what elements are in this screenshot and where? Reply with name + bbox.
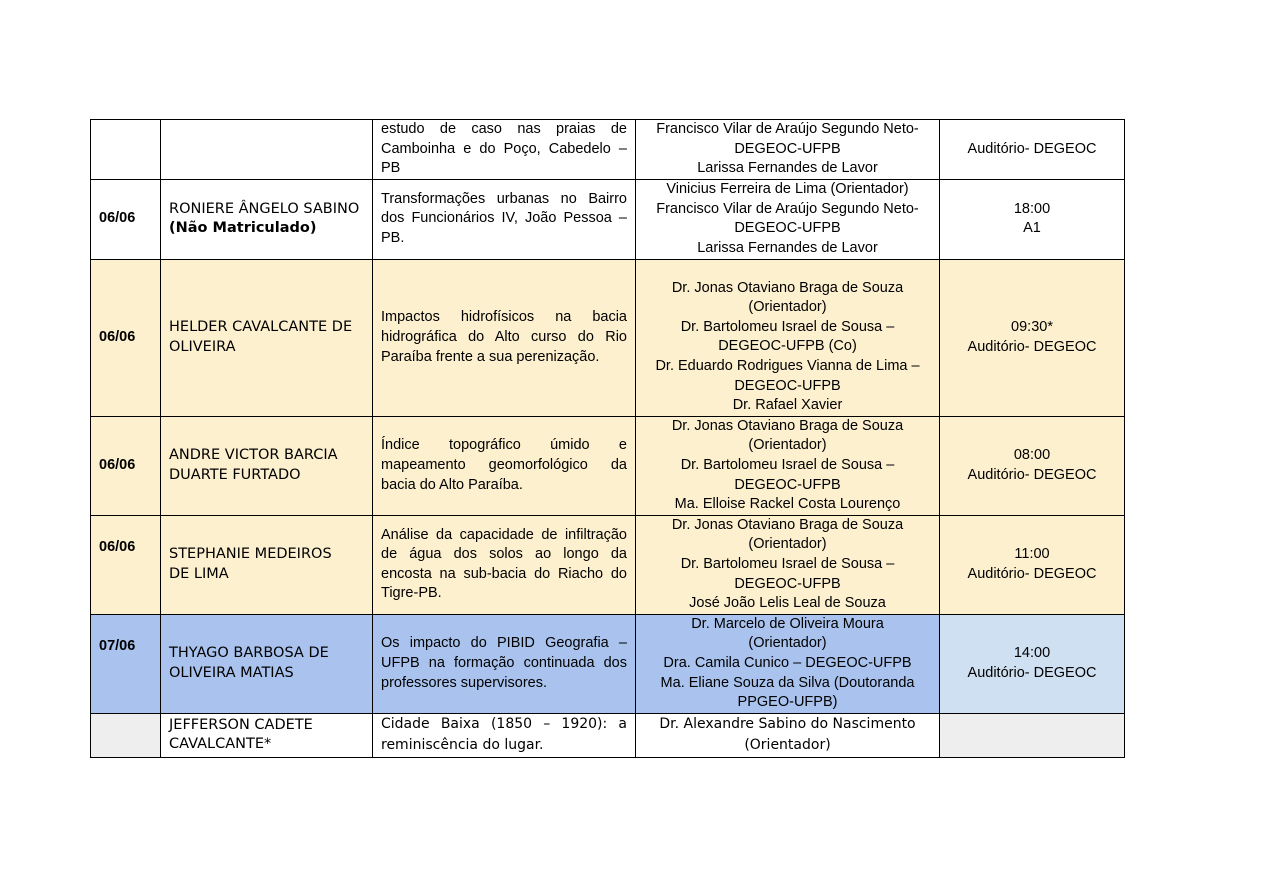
- committee-cell: Dr. Alexandre Sabino do Nascimento (Orientador): [636, 713, 940, 757]
- table-row: [91, 515, 1125, 614]
- thesis-title-cell: Análise da capacidade de infiltração de água dos solos ao longo da encosta na sub-bacia do Riacho do Tigre-PB.: [373, 515, 636, 614]
- time-place-cell: 08:00 Auditório- DEGEOC: [940, 416, 1125, 515]
- date-cell: 06/06: [91, 259, 161, 416]
- table-row: [91, 179, 1125, 259]
- table-row: [91, 416, 1125, 515]
- thesis-title-cell: Os impacto do PIBID Geografia – UFPB na formação continuada dos professores supervisores.: [373, 614, 636, 713]
- committee-cell: Francisco Vilar de Araújo Segundo Neto- DEGEOC-UFPB Larissa Fernandes de Lavor: [636, 120, 940, 180]
- student-name-cell: STEPHANIE MEDEIROS DE LIMA: [161, 515, 373, 614]
- table-row: [91, 713, 1125, 757]
- time-place-cell: 09:30* Auditório- DEGEOC: [940, 259, 1125, 416]
- committee-cell: Dr. Marcelo de Oliveira Moura (Orientador) Dra. Camila Cunico – DEGEOC-UFPB Ma. Eliane Souza da Silva (Doutoranda PPGEO-UFPB): [636, 614, 940, 713]
- time-place-cell: [940, 713, 1125, 757]
- thesis-title-cell: Transformações urbanas no Bairro dos Funcionários IV, João Pessoa – PB.: [373, 179, 636, 259]
- student-name-cell: JEFFERSON CADETE CAVALCANTE*: [161, 713, 373, 757]
- time-place-cell: 14:00 Auditório- DEGEOC: [940, 614, 1125, 713]
- date-cell: [91, 713, 161, 757]
- student-name-cell: RONIERE ÂNGELO SABINO (Não Matriculado): [161, 179, 373, 259]
- committee-cell: Dr. Jonas Otaviano Braga de Souza (Orientador) Dr. Bartolomeu Israel de Sousa – DEGEOC-UFPB Ma. Elloise Rackel Costa Lourenço: [636, 416, 940, 515]
- student-name-cell: ANDRE VICTOR BARCIA DUARTE FURTADO: [161, 416, 373, 515]
- student-name-cell: HELDER CAVALCANTE DE OLIVEIRA: [161, 259, 373, 416]
- time-place-cell: 11:00 Auditório- DEGEOC: [940, 515, 1125, 614]
- committee-cell: Vinicius Ferreira de Lima (Orientador) Francisco Vilar de Araújo Segundo Neto- DEGEOC-UFPB Larissa Fernandes de Lavor: [636, 179, 940, 259]
- date-cell: 06/06: [91, 416, 161, 515]
- time-place-cell: 18:00 A1: [940, 179, 1125, 259]
- thesis-title-cell: Índice topográfico úmido e mapeamento geomorfológico da bacia do Alto Paraíba.: [373, 416, 636, 515]
- enrollment-note: (Não Matriculado): [169, 220, 317, 237]
- thesis-title-cell: Impactos hidrofísicos na bacia hidrográfica do Alto curso do Rio Paraíba frente a sua perenização.: [373, 259, 636, 416]
- time-place-cell: Auditório- DEGEOC: [940, 120, 1125, 180]
- committee-cell: Dr. Jonas Otaviano Braga de Souza (Orientador) Dr. Bartolomeu Israel de Sousa – DEGEOC-UFPB (Co) Dr. Eduardo Rodrigues Vianna de Lima – DEGEOC-UFPB Dr. Rafael Xavier: [636, 259, 940, 416]
- student-name-cell: THYAGO BARBOSA DE OLIVEIRA MATIAS: [161, 614, 373, 713]
- student-name-cell: [161, 120, 373, 180]
- date-cell: [91, 120, 161, 180]
- committee-cell: Dr. Jonas Otaviano Braga de Souza (Orientador) Dr. Bartolomeu Israel de Sousa – DEGEOC-UFPB José João Lelis Leal de Souza: [636, 515, 940, 614]
- table-row: [91, 614, 1125, 713]
- date-cell: 06/06: [91, 515, 161, 614]
- date-cell: 07/06: [91, 614, 161, 713]
- thesis-title-cell: Cidade Baixa (1850 – 1920): a reminiscência do lugar.: [373, 713, 636, 757]
- table-row: [91, 259, 1125, 416]
- defense-schedule-table: [90, 119, 1125, 758]
- thesis-title-cell: estudo de caso nas praias de Camboinha e do Poço, Cabedelo – PB: [373, 120, 636, 180]
- date-cell: 06/06: [91, 179, 161, 259]
- table-row: [91, 120, 1125, 180]
